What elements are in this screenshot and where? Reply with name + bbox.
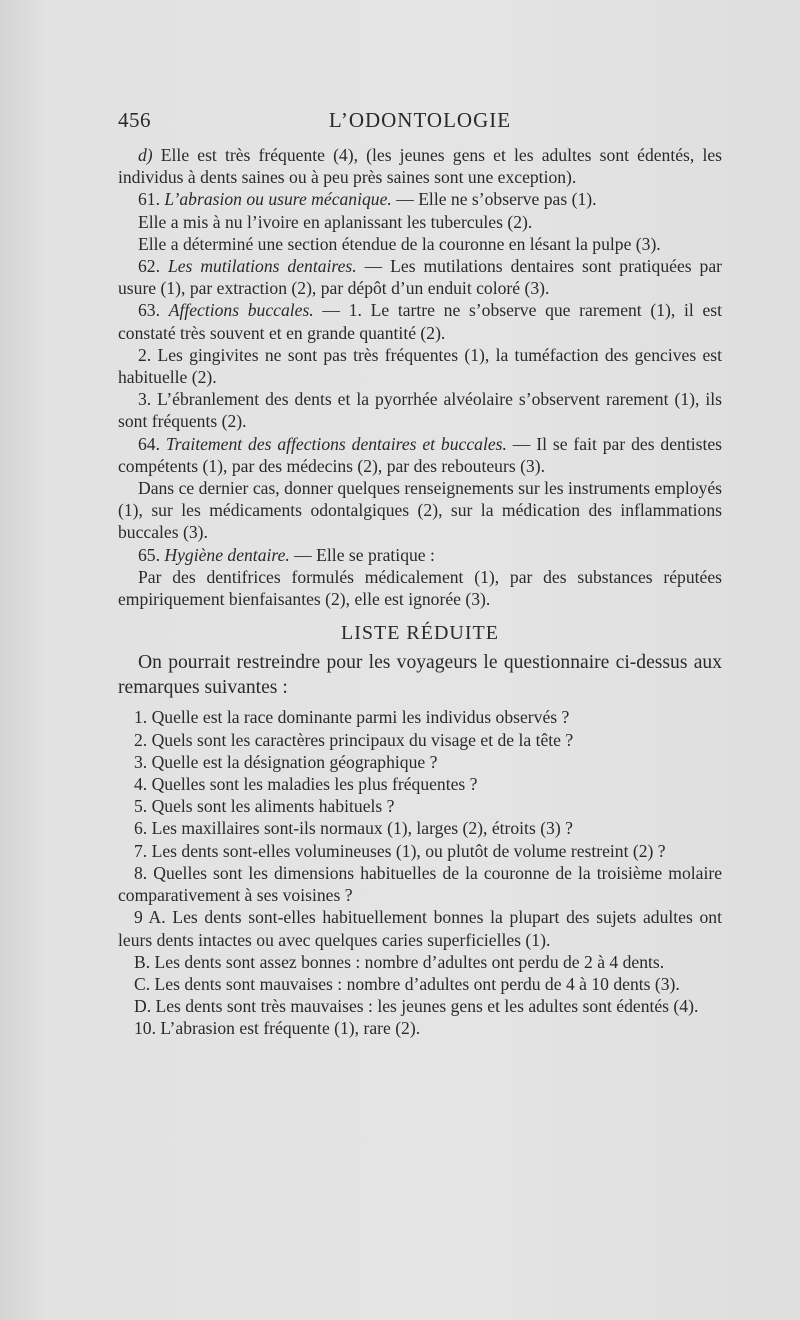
section-number: 61. [138,189,165,210]
section-heading: Les mutilations dentaires. [167,256,357,277]
list-item: 5. Quels sont les aliments habituels ? [134,796,395,817]
list-item: 8. Quelles sont les dimensions habituelles de la couronne de la troisième molaire comparativement à ses voisines ? [118,862,722,906]
page-header [118,108,722,136]
paragraph-61c: Elle a déterminé une section étendue de la couronne en lésant la pulpe (3). [138,233,661,254]
list-item: B. Les dents sont assez bonnes : nombre d’adultes ont perdu de 2 à 4 dents. [134,951,665,972]
list-item: 1. Quelle est la race dominante parmi les individus observés ? [134,707,570,728]
paragraph-63c: 3. L’ébranlement des dents et la pyorrhée alvéolaire s’observent rarement (1), ils sont fréquents (2). [118,389,722,432]
list-item: 2. Quels sont les caractères principaux du visage et de la tête ? [134,729,574,750]
section-heading: Affections buccales. [168,300,314,321]
item-letter: d) [138,145,153,165]
paragraph-63b: 2. Les gingivites ne sont pas très fréquentes (1), la tuméfaction des gencives est habituelle (2). [118,344,722,388]
section-number: 63. [138,300,169,321]
question-list [118,706,722,1039]
list-item: D. Les dents sont très mauvaises : les jeunes gens et les adultes sont édentés (4). [134,996,699,1017]
paragraph-text: — Les mutilations dentaires sont pratiquées par usure (1), par extraction (2), par dépôt d’un enduit coloré (3). [118,256,722,299]
intro-paragraph: On pourrait restreindre pour les voyageurs le questionnaire ci-dessus aux remarques suivantes : [118,652,722,699]
body-text [118,144,722,1040]
paragraph-65 [118,544,722,566]
paragraph-text: — Elle ne s’observe pas (1). [391,189,597,210]
paragraph-62 [118,255,722,299]
paragraph-61 [118,188,722,210]
paragraph-64 [118,433,722,477]
paragraph-d [118,144,722,188]
paragraph-63 [118,299,722,343]
paragraph-65b: Par des dentifrices formulés médicalement (1), par des substances réputées empiriquement bienfaisantes (2), elle est ignorée (3). [118,566,722,610]
paragraph-text: — Il se fait par des dentistes compétents (1), par des médecins (2), par des rebouteurs (3). [118,433,723,476]
running-head: L’ODONTOLOGIE [328,108,512,132]
section-number: 64. [138,433,166,454]
list-item: 3. Quelle est la désignation géographique ? [134,751,438,772]
paragraph-61b: Elle a mis à nu l’ivoire en aplanissant les tubercules (2). [138,211,533,232]
section-number: 65. [138,544,165,565]
paragraph-text: — Elle se pratique : [289,544,435,565]
paragraph-64b: Dans ce dernier cas, donner quelques renseignements sur les instruments employés (1), sur les médicaments odontalgiques (2), sur la médication des inflammations buccales (3). [118,478,722,543]
section-title: LISTE RÉDUITE [341,622,499,645]
section-heading: Hygiène dentaire. [164,544,290,565]
section-number: 62. [138,256,168,277]
list-item: 4. Quelles sont les maladies les plus fréquentes ? [134,774,478,795]
list-item: 10. L’abrasion est fréquente (1), rare (2). [134,1018,421,1039]
section-heading: Traitement des affections dentaires et buccales. [165,433,507,454]
section-heading: L’abrasion ou usure mécanique. [164,189,392,210]
list-item: C. Les dents sont mauvaises : nombre d’adultes ont perdu de 4 à 10 dents (3). [134,973,680,994]
list-item: 7. Les dents sont-elles volumineuses (1), ou plutôt de volume restreint (2) ? [134,840,666,861]
list-item: 6. Les maxillaires sont-ils normaux (1), larges (2), étroits (3) ? [134,818,573,839]
paragraph-text: Elle est très fréquente (4), (les jeunes gens et les adultes sont édentés, les individus à dents saines ou à peu près saines sont une exception). [118,145,722,188]
list-item: 9 A. Les dents sont-elles habituellement bonnes la plupart des sujets adultes ont leurs dents intactes ou avec quelques caries superficielles (1). [118,907,722,950]
paragraph-text: — 1. Le tartre ne s’observe que rarement (1), il est constaté très souvent et en grande quantité (2). [118,300,723,343]
page-number: 456 [118,108,151,132]
